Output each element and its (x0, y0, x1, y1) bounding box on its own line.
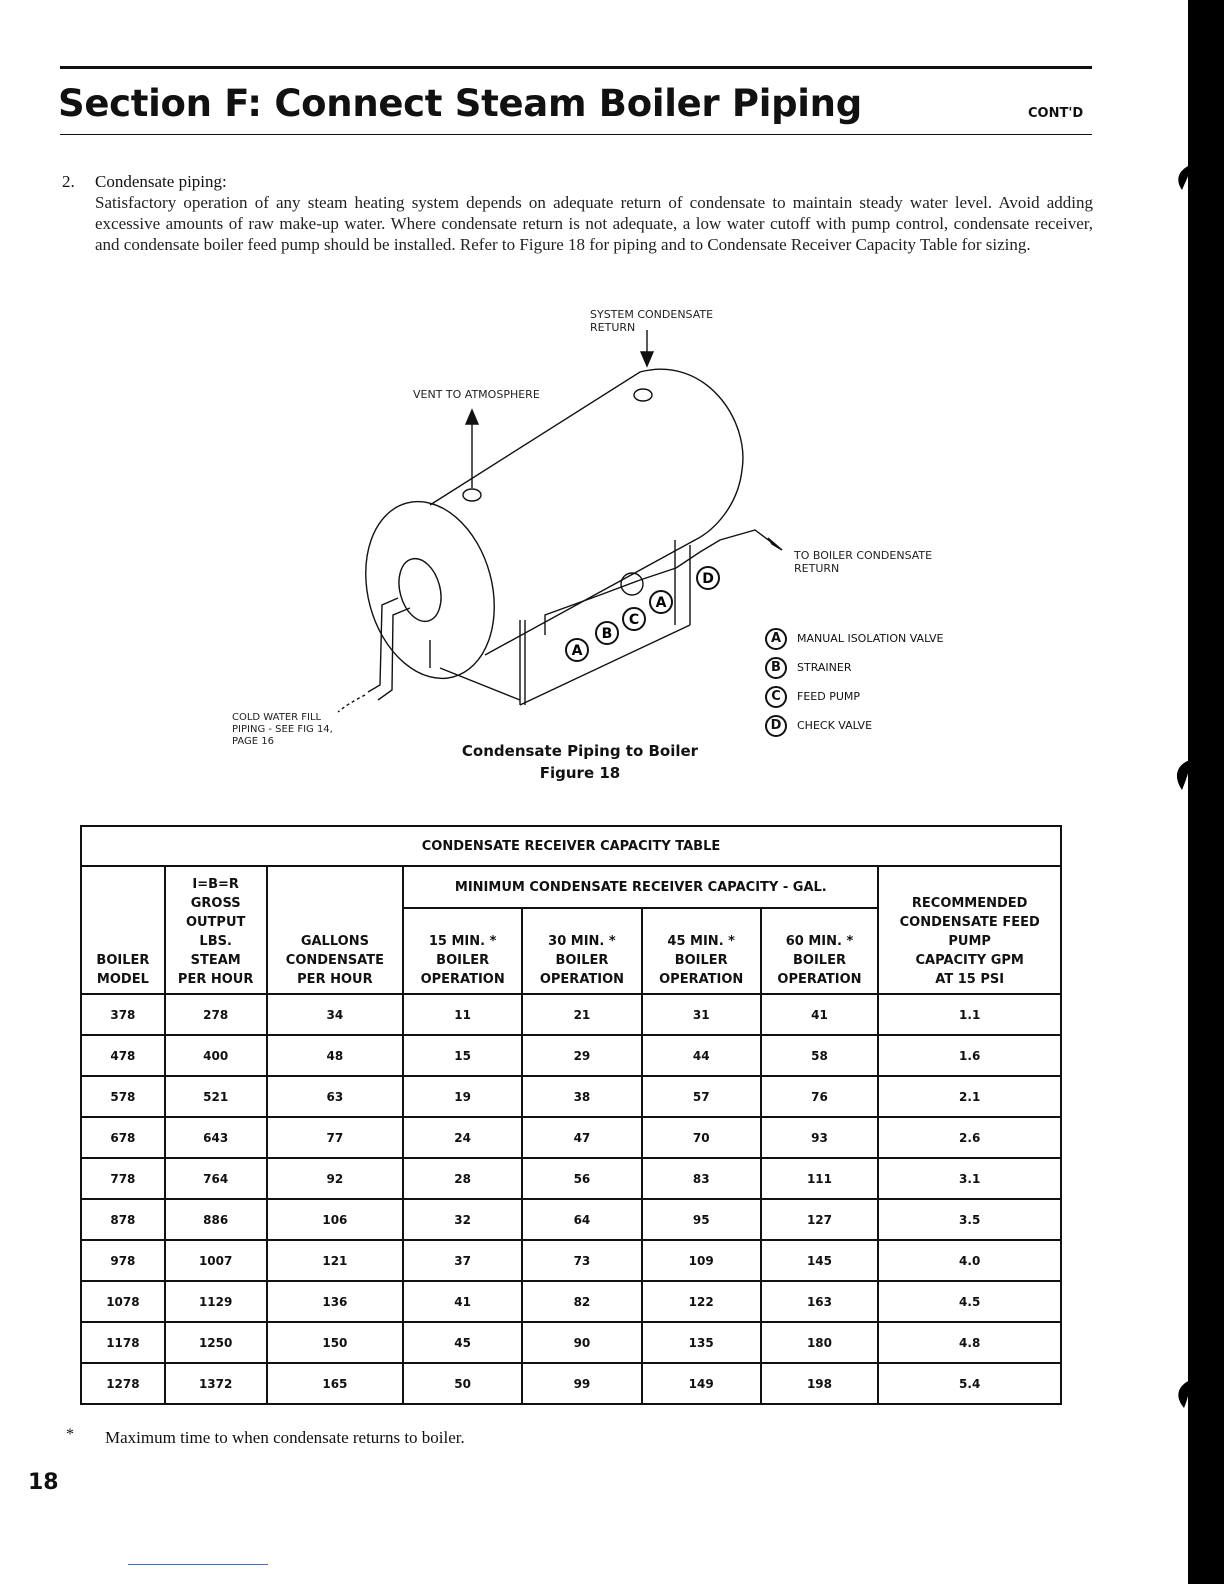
header-boiler-model: BOILER MODEL (81, 866, 165, 994)
cell-gross-output: 764 (165, 1158, 267, 1199)
cell-gallons: 48 (267, 1035, 404, 1076)
cell-gallons: 92 (267, 1158, 404, 1199)
cell-min-30: 21 (522, 994, 642, 1035)
item-body-text: Satisfactory operation of any steam heating system depends on adequate return of condensate to maintain steady water level. Avoid adding excessive amounts of raw make-up water. Where condensate return is not adequate, a low water cutoff with pump control, condensate receiver, and condensate boiler feed pump should be installed. Refer to Figure 18 for piping and to Condensate Receiver Capacity Table for sizing. (95, 193, 1093, 254)
table-row (81, 1076, 1061, 1117)
cell-model: 1278 (81, 1363, 165, 1404)
cell-gross-output: 1129 (165, 1281, 267, 1322)
cell-min-15: 50 (403, 1363, 522, 1404)
legend-letter: A (765, 628, 787, 650)
header-15-min: 15 MIN. * BOILER OPERATION (403, 908, 522, 994)
legend-row (765, 711, 943, 740)
cell-gallons: 34 (267, 994, 404, 1035)
caption-title: Condensate Piping to Boiler (461, 742, 699, 760)
cell-min-60: 41 (761, 994, 879, 1035)
callout-d: D (702, 571, 714, 587)
figure-legend (765, 624, 943, 740)
footnote-text: Maximum time to when condensate returns to boiler. (105, 1428, 465, 1447)
capacity-table (80, 825, 1062, 1405)
cell-gross-output: 521 (165, 1076, 267, 1117)
cell-pump-gpm: 2.1 (878, 1076, 1061, 1117)
scan-edge-decoration (1176, 0, 1224, 1584)
cell-gallons: 136 (267, 1281, 404, 1322)
cell-gallons: 165 (267, 1363, 404, 1404)
cell-min-60: 111 (761, 1158, 879, 1199)
cell-pump-gpm: 1.6 (878, 1035, 1061, 1076)
cell-model: 578 (81, 1076, 165, 1117)
legend-letter: D (765, 715, 787, 737)
header-60-min: 60 MIN. * BOILER OPERATION (761, 908, 879, 994)
legend-text: MANUAL ISOLATION VALVE (797, 632, 944, 645)
cell-model: 1178 (81, 1322, 165, 1363)
cell-pump-gpm: 4.0 (878, 1240, 1061, 1281)
cell-pump-gpm: 5.4 (878, 1363, 1061, 1404)
table-row (81, 1035, 1061, 1076)
cell-pump-gpm: 3.1 (878, 1158, 1061, 1199)
table-row (81, 1240, 1061, 1281)
table-row (81, 1117, 1061, 1158)
header-gallons: GALLONS CONDENSATE PER HOUR (267, 866, 404, 994)
legend-row (765, 682, 943, 711)
cell-min-15: 37 (403, 1240, 522, 1281)
label-vent: VENT TO ATMOSPHERE (413, 388, 540, 401)
callout-a-2: A (655, 595, 667, 611)
cell-gallons: 63 (267, 1076, 404, 1117)
section-title: Section F: Connect Steam Boiler Piping (58, 82, 862, 125)
cell-min-15: 28 (403, 1158, 522, 1199)
cell-model: 678 (81, 1117, 165, 1158)
cell-min-15: 32 (403, 1199, 522, 1240)
cell-min-60: 145 (761, 1240, 879, 1281)
cell-min-45: 149 (642, 1363, 761, 1404)
callout-a: A (571, 643, 583, 659)
cell-model: 378 (81, 994, 165, 1035)
legend-letter: B (765, 657, 787, 679)
cell-min-45: 95 (642, 1199, 761, 1240)
cell-min-45: 109 (642, 1240, 761, 1281)
cell-min-60: 127 (761, 1199, 879, 1240)
cell-min-15: 11 (403, 994, 522, 1035)
continued-label: CONT'D (1028, 106, 1084, 121)
cell-gallons: 150 (267, 1322, 404, 1363)
cell-min-60: 93 (761, 1117, 879, 1158)
cell-min-45: 44 (642, 1035, 761, 1076)
item-heading: Condensate piping: (95, 172, 227, 191)
header-30-min: 30 MIN. * BOILER OPERATION (522, 908, 642, 994)
cell-min-30: 47 (522, 1117, 642, 1158)
cell-model: 878 (81, 1199, 165, 1240)
cell-gross-output: 278 (165, 994, 267, 1035)
header-pump-capacity: RECOMMENDED CONDENSATE FEED PUMP CAPACITY GPM AT 15 PSI (878, 866, 1061, 994)
cell-min-45: 83 (642, 1158, 761, 1199)
cell-min-30: 82 (522, 1281, 642, 1322)
table-row (81, 1363, 1061, 1404)
table-body (81, 994, 1061, 1404)
bottom-rule (128, 1564, 268, 1565)
header-min-capacity: MINIMUM CONDENSATE RECEIVER CAPACITY - GAL. (403, 866, 878, 908)
table-title: CONDENSATE RECEIVER CAPACITY TABLE (81, 826, 1061, 866)
legend-row (765, 653, 943, 682)
callout-b: B (601, 626, 613, 642)
cell-min-60: 76 (761, 1076, 879, 1117)
cell-gallons: 121 (267, 1240, 404, 1281)
capacity-table-container (80, 825, 1062, 1405)
cell-min-30: 64 (522, 1199, 642, 1240)
cell-min-30: 73 (522, 1240, 642, 1281)
cell-model: 1078 (81, 1281, 165, 1322)
caption-number: Figure 18 (539, 764, 621, 782)
table-row (81, 1199, 1061, 1240)
cell-gross-output: 1372 (165, 1363, 267, 1404)
cell-min-15: 15 (403, 1035, 522, 1076)
cell-model: 978 (81, 1240, 165, 1281)
table-row (81, 1158, 1061, 1199)
cell-min-45: 31 (642, 994, 761, 1035)
cell-min-60: 58 (761, 1035, 879, 1076)
cell-min-60: 163 (761, 1281, 879, 1322)
legend-letter: C (765, 686, 787, 708)
cell-min-30: 38 (522, 1076, 642, 1117)
cell-min-30: 56 (522, 1158, 642, 1199)
cell-gallons: 106 (267, 1199, 404, 1240)
header-45-min: 45 MIN. * BOILER OPERATION (642, 908, 761, 994)
cell-gross-output: 886 (165, 1199, 267, 1240)
cell-min-15: 19 (403, 1076, 522, 1117)
figure-caption (430, 740, 730, 784)
cell-min-30: 90 (522, 1322, 642, 1363)
cell-gallons: 77 (267, 1117, 404, 1158)
cell-gross-output: 1007 (165, 1240, 267, 1281)
footnote-marker: * (66, 1426, 74, 1443)
table-row (81, 1322, 1061, 1363)
item-number: 2. (62, 172, 75, 191)
cell-min-15: 45 (403, 1322, 522, 1363)
cell-min-30: 99 (522, 1363, 642, 1404)
cell-pump-gpm: 4.8 (878, 1322, 1061, 1363)
cell-gross-output: 643 (165, 1117, 267, 1158)
cell-min-45: 135 (642, 1322, 761, 1363)
cell-model: 478 (81, 1035, 165, 1076)
cell-min-45: 57 (642, 1076, 761, 1117)
cell-pump-gpm: 1.1 (878, 994, 1061, 1035)
label-system-return: SYSTEM CONDENSATE RETURN (590, 308, 714, 334)
page-number: 18 (28, 1470, 59, 1495)
legend-text: CHECK VALVE (797, 719, 873, 732)
callout-c: C (628, 612, 640, 628)
legend-row (765, 624, 943, 653)
legend-text: FEED PUMP (797, 690, 861, 703)
cell-min-30: 29 (522, 1035, 642, 1076)
cell-min-60: 180 (761, 1322, 879, 1363)
cell-min-15: 41 (403, 1281, 522, 1322)
cell-model: 778 (81, 1158, 165, 1199)
label-cold-water-fill: COLD WATER FILL PIPING - SEE FIG 14, PAGE 16 (232, 712, 333, 747)
cell-min-60: 198 (761, 1363, 879, 1404)
label-boiler-return: TO BOILER CONDENSATE RETURN (794, 549, 933, 575)
table-row (81, 1281, 1061, 1322)
header-gross-output: I=B=R GROSS OUTPUT LBS. STEAM PER HOUR (165, 866, 267, 994)
cell-gross-output: 400 (165, 1035, 267, 1076)
cell-min-15: 24 (403, 1117, 522, 1158)
table-row (81, 994, 1061, 1035)
cell-min-45: 70 (642, 1117, 761, 1158)
cell-min-45: 122 (642, 1281, 761, 1322)
cell-pump-gpm: 2.6 (878, 1117, 1061, 1158)
cell-pump-gpm: 4.5 (878, 1281, 1061, 1322)
cell-gross-output: 1250 (165, 1322, 267, 1363)
cell-pump-gpm: 3.5 (878, 1199, 1061, 1240)
legend-text: STRAINER (797, 661, 852, 674)
